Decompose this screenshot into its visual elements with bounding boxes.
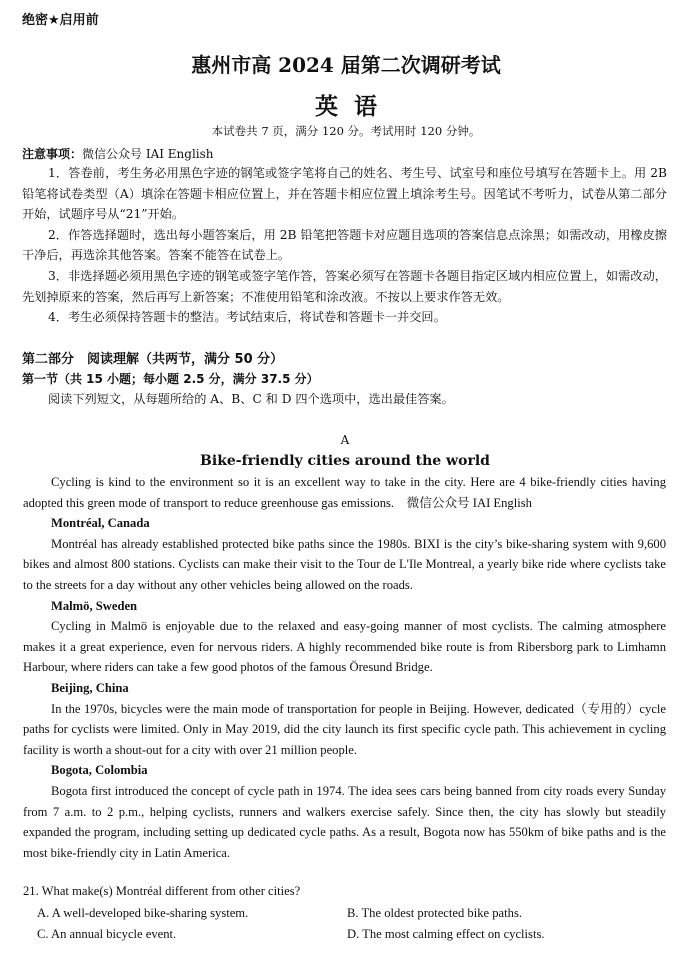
option-d: D. The most calming effect on cyclists. <box>347 927 545 941</box>
option-c: C. An annual bicycle event. <box>37 927 177 941</box>
notes-title: 注意事项： <box>22 147 83 161</box>
note-item: 2．作答选择题时，选出每小题答案后，用 2B 铅笔把答题卡对应题目选项的答案信息点涂黑；如需改动，用橡皮擦干净后，再选涂其他答案。答案不能答在试卷上。 <box>22 227 667 263</box>
part-title: 第二部分 阅读理解（共两节，满分 50 分） <box>22 352 284 367</box>
question-21: 21. What make(s) Montréal different from other cities? <box>23 884 301 898</box>
notes-list <box>22 163 667 328</box>
city-paragraph: Montréal has already established protected bike paths since the 1980s. BIXI is the city’s bike-sharing system with 9,600 bikes and almost 800 stations. Cyclists can make their visit to the Tour de L'Ile Montreal, a yearly bike ride where cyclists take to the streets for a day without any other vehicles being allowed on the roads. <box>23 536 666 592</box>
option-a: A. A well-developed bike-sharing system. <box>37 906 249 920</box>
note-item: 1．答卷前，考生务必用黑色字迹的钢笔或签字笔将自己的姓名、考生号、试室号和座位号填写在答题卡上。用 2B 铅笔将试卷类型（A）填涂在答题卡相应位置上，并在答题卡相应位置上填涂考生号。因笔试不考听力，试卷从第二部分开始，试题序号从“21”开始。 <box>22 166 667 222</box>
passage-body <box>23 472 666 863</box>
answer-options <box>37 903 657 945</box>
city-heading: Malmö, Sweden <box>51 598 138 613</box>
passage-intro: Cycling is kind to the environment so it is an excellent way to take in the city. Here are 4 bike-friendly cities having adopted this green mode of transport to reduce greenhouse gas emissions. 微信公众号 IAI English <box>23 475 666 510</box>
city-paragraph: In the 1970s, bicycles were the main mode of transportation for people in Beijing. However, dedicated（专用的）cycle paths for cyclists were limited. Only in May 2019, did the city launch its first specific cycle path. This achievement in cycling facility is worth a shout-out for a city with over 21 million people. <box>23 701 666 757</box>
section-title: 第一节（共 15 小题；每小题 2.5 分，满分 37.5 分） <box>22 372 319 386</box>
subject-title: 英语 <box>315 93 393 120</box>
passage-title: Bike-friendly cities around the world <box>200 453 490 469</box>
notes-watermark: 微信公众号 IAI English <box>82 147 214 161</box>
exam-title: 惠州市高 2024 届第二次调研考试 <box>191 53 501 77</box>
note-item: 4．考生必须保持答题卡的整洁。考试结束后，将试卷和答题卡一并交回。 <box>48 310 446 325</box>
option-row <box>37 924 657 945</box>
section-instruction: 阅读下列短文，从每题所给的 A、B、C 和 D 四个选项中，选出最佳答案。 <box>48 392 454 406</box>
note-item: 3．非选择题必须用黑色字迹的钢笔或签字笔作答，答案必须写在答题卡各题目指定区域内相应位置上，如需改动，先划掉原来的答案，然后再写上新答案；不准使用铅笔和涂改液。不按以上要求作答无效。 <box>22 268 667 304</box>
city-heading: Montréal, Canada <box>51 516 150 531</box>
city-heading: Bogota, Colombia <box>51 763 148 778</box>
city-paragraph: Cycling in Malmö is enjoyable due to the relaxed and easy-going manner of most cyclists. The calming atmosphere makes it a great experience, even for nervous riders. A highly recommended bike route is from Ribersborg park to Limhamn Harbour, where riders can take a few good photos of the famous Öresund Bridge. <box>23 619 666 675</box>
notes-heading <box>22 145 214 162</box>
city-heading: Beijing, China <box>51 680 129 695</box>
exam-info: 本试卷共 7 页，满分 120 分。考试用时 120 分钟。 <box>211 124 481 138</box>
passage-letter: A <box>340 433 350 447</box>
option-b: B. The oldest protected bike paths. <box>347 906 522 920</box>
confidential-label: 绝密★启用前 <box>22 13 99 28</box>
option-row <box>37 903 657 924</box>
city-paragraph: Bogota first introduced the concept of cycle path in 1974. The idea sees cars being banned from city roads every Sunday from 7 a.m. to 2 p.m., helping cyclists, runners and walkers exercise safely. Since then, the city has slowly but steadily expanded the program, including setting up dedicated cycle paths. As a result, Bogota now has 550km of bike paths and is the most bike-friendly city in Latin America. <box>23 783 666 860</box>
